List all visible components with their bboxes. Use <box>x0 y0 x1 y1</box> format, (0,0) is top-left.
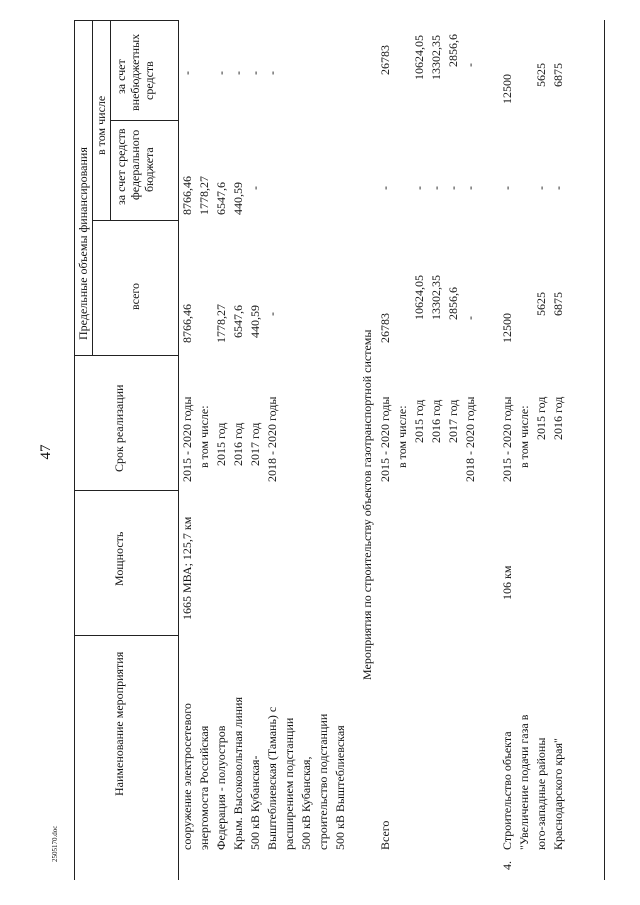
total-total: 13302,35 <box>429 275 443 320</box>
item4-total: 5625 <box>534 292 548 316</box>
row1-federal: 6547,6 <box>214 182 228 215</box>
item4-federal: - <box>534 186 548 190</box>
header-extra-3: средств <box>142 61 156 100</box>
row1-name-line: строительство подстанции <box>316 713 330 850</box>
row1-extra: - <box>265 71 279 75</box>
item4-period: в том числе: <box>517 405 531 468</box>
row1-name-line: 500 кВ Выштеблиевская <box>333 725 347 850</box>
table-border-right <box>604 20 605 880</box>
row1-name-line: 500 кВ Кубанская- <box>248 755 262 850</box>
row1-capacity: 1665 МВА; 125,7 км <box>180 516 194 620</box>
total-period: 2015 - 2020 годы <box>378 396 392 482</box>
row1-name-line: Крым. Высоковольтная линия <box>231 697 245 850</box>
total-extra: 2856,6 <box>446 34 460 67</box>
row1-name-line: 500 кВ Кубанская, <box>299 756 313 850</box>
total-total: 2856,6 <box>446 287 460 320</box>
item4-total: 6875 <box>551 292 565 316</box>
row1-name-line: сооружение электросетевого <box>180 703 194 850</box>
row1-federal: - <box>248 186 262 190</box>
financing-table <box>74 20 604 880</box>
header-line-1 <box>74 635 178 636</box>
header-line-5 <box>110 120 178 121</box>
row1-name-line: энергомоста Российская <box>197 725 211 850</box>
total-extra: 26783 <box>378 45 392 75</box>
header-extra-2: внебюджетных <box>128 33 142 111</box>
row1-name-line: расширением подстанции <box>282 717 296 850</box>
total-period: 2017 год <box>446 399 460 443</box>
total-extra: 10624,05 <box>412 35 426 80</box>
item4-name-line: "Увеличение подачи газа в <box>517 714 531 850</box>
total-federal: - <box>446 186 460 190</box>
total-period: 2018 - 2020 годы <box>463 396 477 482</box>
item4-period: 2015 год <box>534 396 548 440</box>
row1-period: 2015 - 2020 годы <box>180 396 194 482</box>
row1-period: 2015 год <box>214 422 228 466</box>
header-federal-3: бюджета <box>142 147 156 192</box>
header-funding-divider <box>92 20 93 356</box>
total-period: в том числе: <box>395 405 409 468</box>
item4-number: 4. <box>500 861 514 870</box>
header-total: всего <box>128 282 142 310</box>
row1-federal: 440,59 <box>231 182 245 215</box>
row1-federal: 1778,27 <box>197 176 211 215</box>
row1-period: 2016 год <box>231 422 245 466</box>
total-total: 26783 <box>378 313 392 343</box>
item4-federal: - <box>500 186 514 190</box>
row1-period: 2018 - 2020 годы <box>265 396 279 482</box>
row1-name-line: Выштеблиевская (Тамань) с <box>265 706 279 850</box>
header-line-top <box>74 20 178 21</box>
item4-federal: - <box>551 186 565 190</box>
row1-total: - <box>265 312 279 316</box>
item4-period: 2015 - 2020 годы <box>500 396 514 482</box>
row1-extra: - <box>248 71 262 75</box>
header-line-3 <box>74 355 178 356</box>
item4-name-line: юго-западные районы <box>534 737 548 850</box>
footer-code: 2505170.doc <box>51 825 59 862</box>
total-period: 2016 год <box>429 399 443 443</box>
item4-capacity: 106 км <box>500 565 514 600</box>
header-including: в том числе <box>94 95 108 155</box>
row1-extra: - <box>231 71 245 75</box>
item4-total: 12500 <box>500 313 514 343</box>
table-border-left <box>74 20 75 880</box>
row1-period: 2017 год <box>248 422 262 466</box>
row1-total: 1778,27 <box>214 304 228 343</box>
total-extra: 13302,35 <box>429 35 443 80</box>
total-federal: - <box>463 186 477 190</box>
header-name: Наименование мероприятия <box>112 651 126 796</box>
row1-total: 6547,6 <box>231 305 245 338</box>
row1-extra: - <box>214 71 228 75</box>
header-line-2 <box>74 490 178 491</box>
row1-federal: 8766,46 <box>180 176 194 215</box>
header-federal-1: за счет средств <box>114 128 128 205</box>
page-number: 47 <box>37 444 54 460</box>
row1-total: 8766,46 <box>180 304 194 343</box>
header-period: Срок реализации <box>112 384 126 472</box>
item4-period: 2016 год <box>551 396 565 440</box>
total-total: - <box>463 316 477 320</box>
header-extra-1: за счет <box>114 59 128 94</box>
header-funding: Предельные объемы финансирования <box>76 147 90 340</box>
total-federal: - <box>429 186 443 190</box>
header-federal-2: федерального <box>128 129 142 200</box>
total-period: 2015 год <box>412 399 426 443</box>
row1-extra: - <box>180 71 194 75</box>
row1-total: 440,59 <box>248 305 262 338</box>
item4-extra: 6875 <box>551 63 565 87</box>
total-label: Всего <box>378 820 392 850</box>
item4-name-line: Краснодарского края" <box>551 738 565 850</box>
total-total: 10624,05 <box>412 275 426 320</box>
row1-name-line: Федерация - полуостров <box>214 725 228 850</box>
total-federal: - <box>378 186 392 190</box>
total-extra: - <box>463 63 477 67</box>
total-federal: - <box>412 186 426 190</box>
header-line-4 <box>92 220 178 221</box>
item4-name-line: Строительство объекта <box>500 731 514 850</box>
header-capacity: Мощность <box>112 531 126 586</box>
item4-extra: 12500 <box>500 74 514 104</box>
row1-period: в том числе: <box>197 405 211 468</box>
section-title: Мероприятия по строительству объектов газотранспортной системы <box>360 329 374 680</box>
item4-extra: 5625 <box>534 63 548 87</box>
table-header-divider <box>178 20 179 880</box>
